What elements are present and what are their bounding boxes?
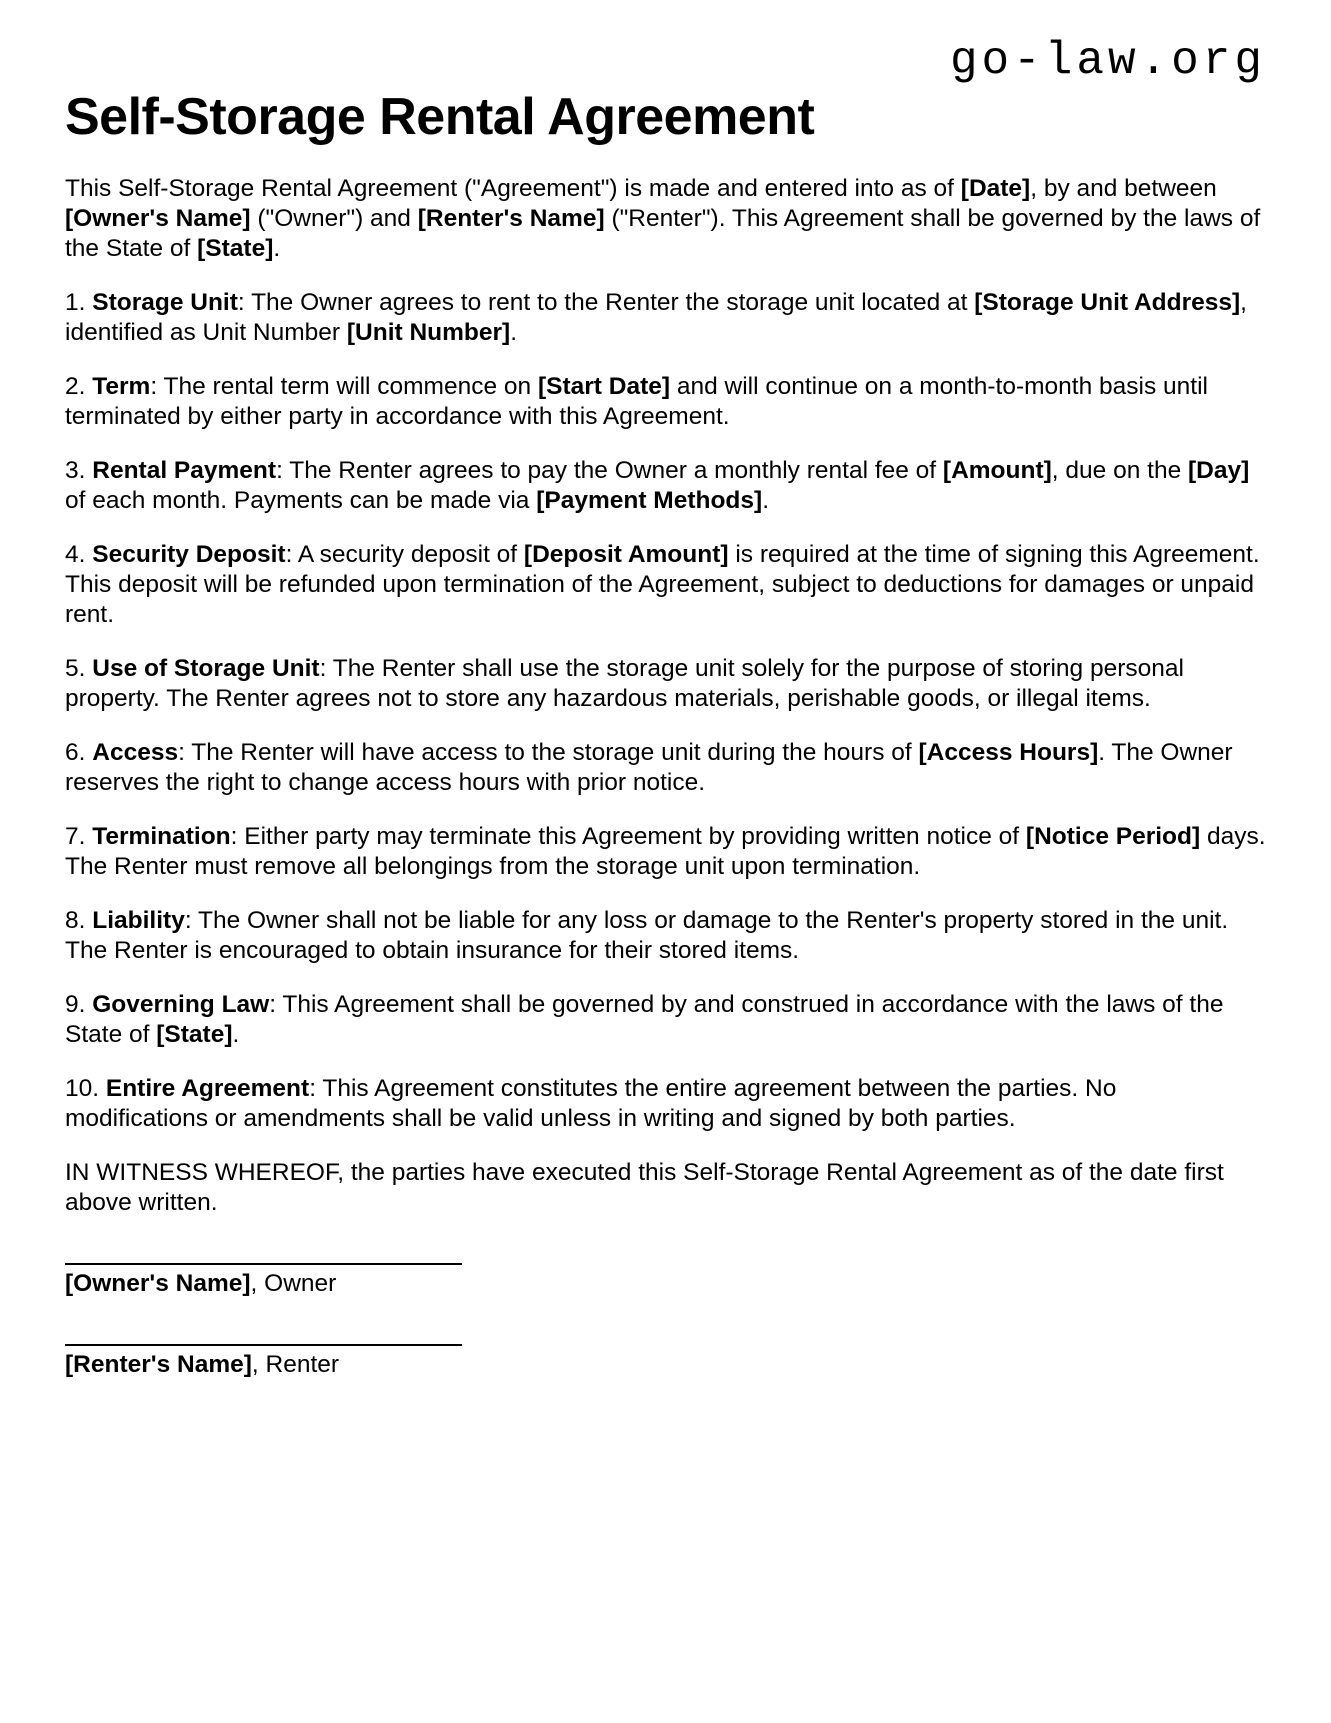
renter-signature-line (65, 1344, 462, 1346)
section-6-access: 6. Access: The Renter will have access to the storage unit during the hours of [Access Hours]. The Owner reserves the right to change access hours with prior notice. (65, 738, 1233, 796)
section-10-entire-agreement: 10. Entire Agreement: This Agreement constitutes the entire agreement between the parties. No modifications or amendments shall be valid unless in writing and signed by both parties. (65, 1074, 1117, 1132)
section-7-termination: 7. Termination: Either party may terminate this Agreement by providing written notice of [Notice Period] days. The Renter must remove all belongings from the storage unit upon termination. (65, 822, 1266, 880)
section-5-use-of-storage-unit: 5. Use of Storage Unit: The Renter shall use the storage unit solely for the purpose of storing personal property. The Renter agrees not to store any hazardous materials, perishable goods, or illegal items. (65, 654, 1184, 712)
section-4-security-deposit: 4. Security Deposit: A security deposit of [Deposit Amount] is required at the time of signing this Agreement. This deposit will be refunded upon termination of the Agreement, subject to deductions for damages or unpaid rent. (65, 540, 1260, 628)
brand-logo: go-law.org (949, 35, 1266, 87)
witness-paragraph: IN WITNESS WHEREOF, the parties have executed this Self-Storage Rental Agreement as of the date first above written. (65, 1158, 1224, 1216)
owner-signature-label: [Owner's Name], Owner (65, 1269, 337, 1297)
section-9-governing-law: 9. Governing Law: This Agreement shall be governed by and construed in accordance with the laws of the State of [State]. (65, 990, 1224, 1048)
section-3-rental-payment: 3. Rental Payment: The Renter agrees to pay the Owner a monthly rental fee of [Amount], due on the [Day] of each month. Payments can be made via [Payment Methods]. (65, 456, 1250, 514)
owner-signature-line (65, 1263, 462, 1265)
section-2-term: 2. Term: The rental term will commence on [Start Date] and will continue on a month-to-month basis until terminated by either party in accordance with this Agreement. (65, 372, 1208, 430)
owner-signature-block (65, 1263, 1266, 1299)
intro-paragraph: This Self-Storage Rental Agreement ("Agreement") is made and entered into as of [Date], by and between [Owner's Name] ("Owner") and [Renter's Name] ("Renter"). This Agreement shall be governed by the laws of the State of [State]. (65, 174, 1261, 262)
section-8-liability: 8. Liability: The Owner shall not be liable for any loss or damage to the Renter's property stored in the unit. The Renter is encouraged to obtain insurance for their stored items. (65, 906, 1229, 964)
document-title: Self-Storage Rental Agreement (65, 87, 815, 146)
renter-signature-block (65, 1344, 1266, 1380)
renter-signature-label: [Renter's Name], Renter (65, 1350, 340, 1378)
section-1-storage-unit: 1. Storage Unit: The Owner agrees to rent to the Renter the storage unit located at [Storage Unit Address], identified as Unit Number [Unit Number]. (65, 288, 1247, 346)
